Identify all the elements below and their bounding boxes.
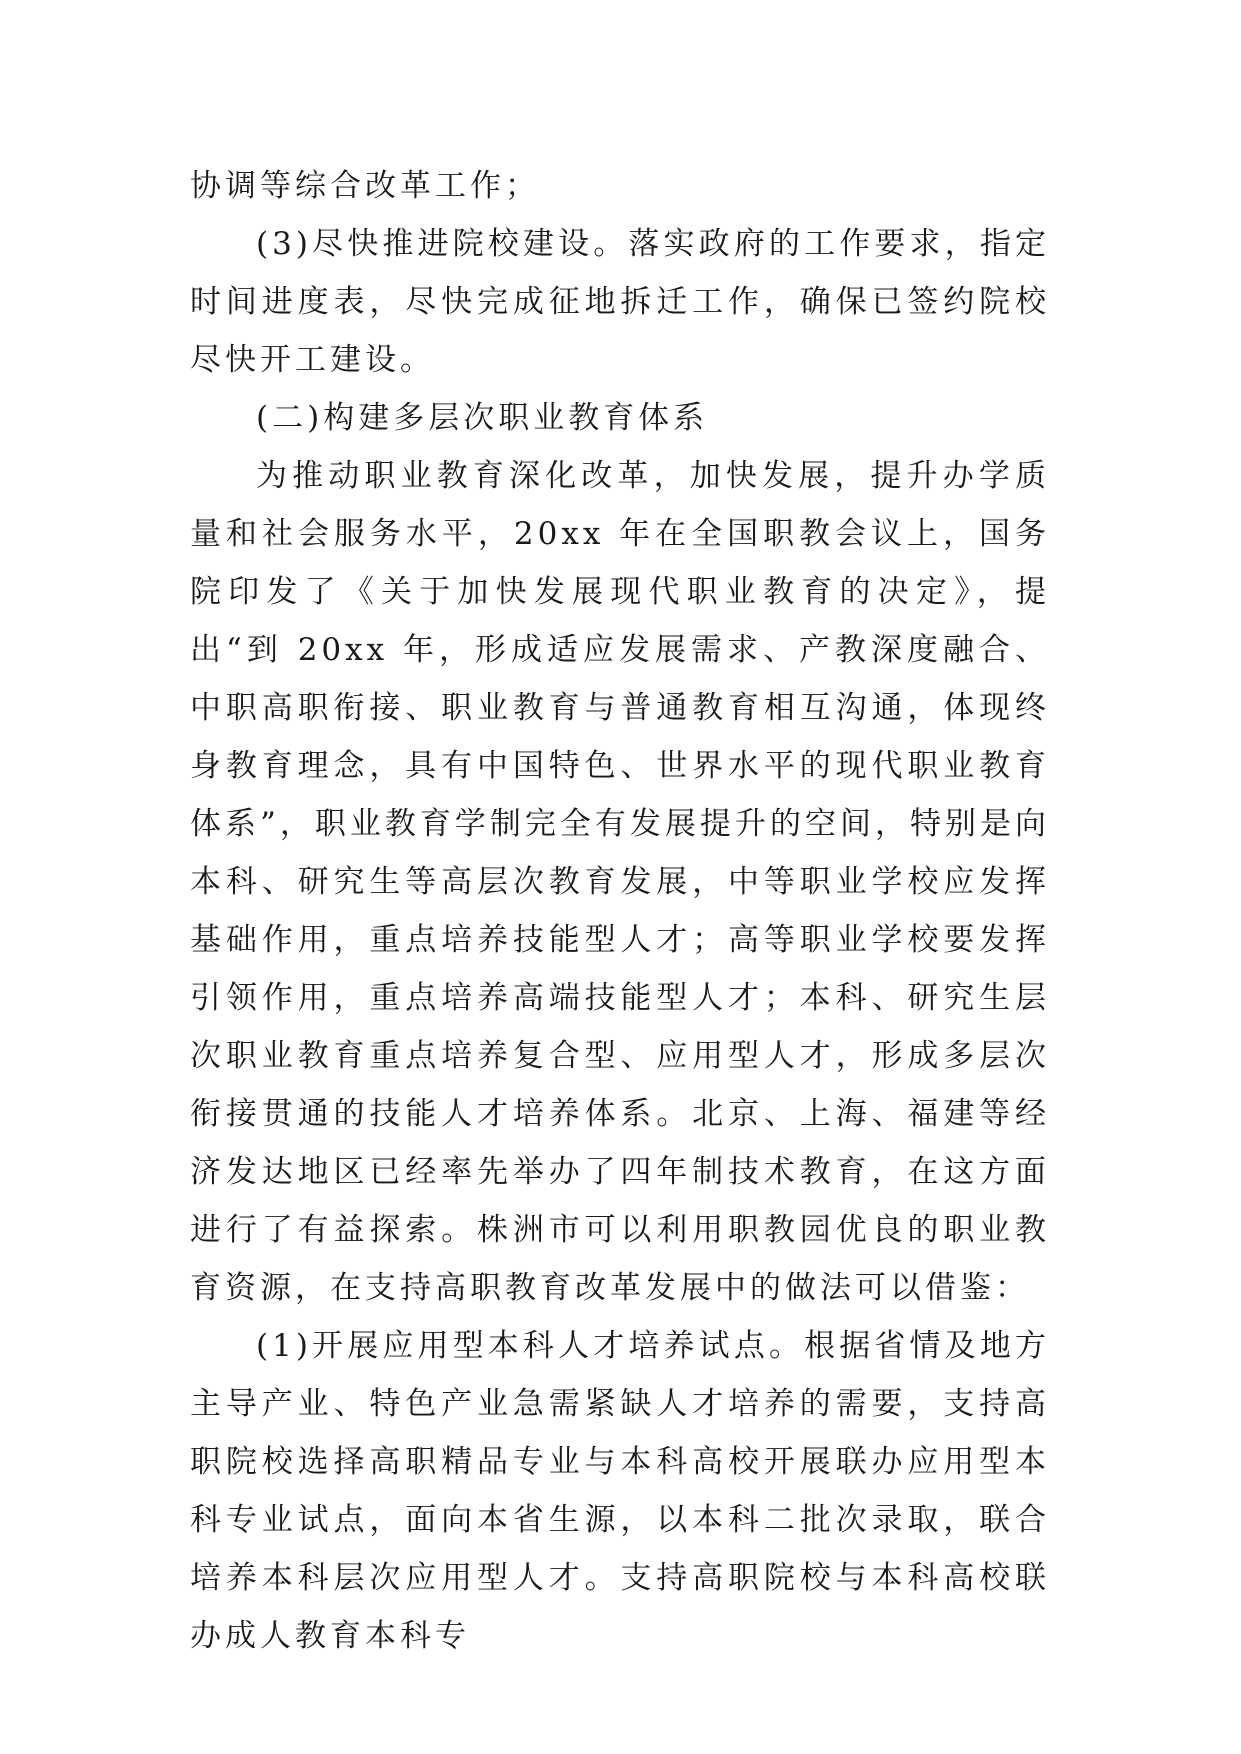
paragraph-body: 为推动职业教育深化改革，加快发展，提升办学质量和社会服务水平，20xx 年在全国职教会议上，国务院印发了《关于加快发展现代职业教育的决定》，提出“到 20xx 年，形成适应发展需求、产教深度融合、中职高职衔接、职业教育与普通教育相互沟通，体现终身教育理念，具有中国特色、世界水平的现代职业教育体系”，职业教育学制完全有发展提升的空间，特别是向本科、研究生等高层次教育发展，中等职业学校应发挥基础作用，重点培养技能型人才；高等职业学校要发挥引领作用，重点培养高端技能型人才；本科、研究生层次职业教育重点培养复合型、应用型人才，形成多层次衔接贯通的技能人才培养体系。北京、上海、福建等经济发达地区已经率先举办了四年制技术教育，在这方面进行了有益探索。株洲市可以利用职教园优良的职业教育资源，在支持高职教育改革发展中的做法可以借鉴： [190, 458, 1050, 1306]
paragraph-item-3: (3)尽快推进院校建设。落实政府的工作要求，指定时间进度表，尽快完成征地拆迁工作，确保已签约院校尽快开工建设。 [190, 226, 1050, 378]
paragraph-continuation: 协调等综合改革工作； [190, 168, 540, 204]
document-body [190, 157, 1050, 1665]
paragraph-item-1: (1)开展应用型本科人才培养试点。根据省情及地方主导产业、特色产业急需紧缺人才培养的需要，支持高职院校选择高职精品专业与本科高校开展联办应用型本科专业试点，面向本省生源，以本科二批次录取，联合培养本科层次应用型人才。支持高职院校与本科高校联办成人教育本科专 [190, 1328, 1050, 1654]
section-heading: (二)构建多层次职业教育体系 [256, 400, 709, 436]
